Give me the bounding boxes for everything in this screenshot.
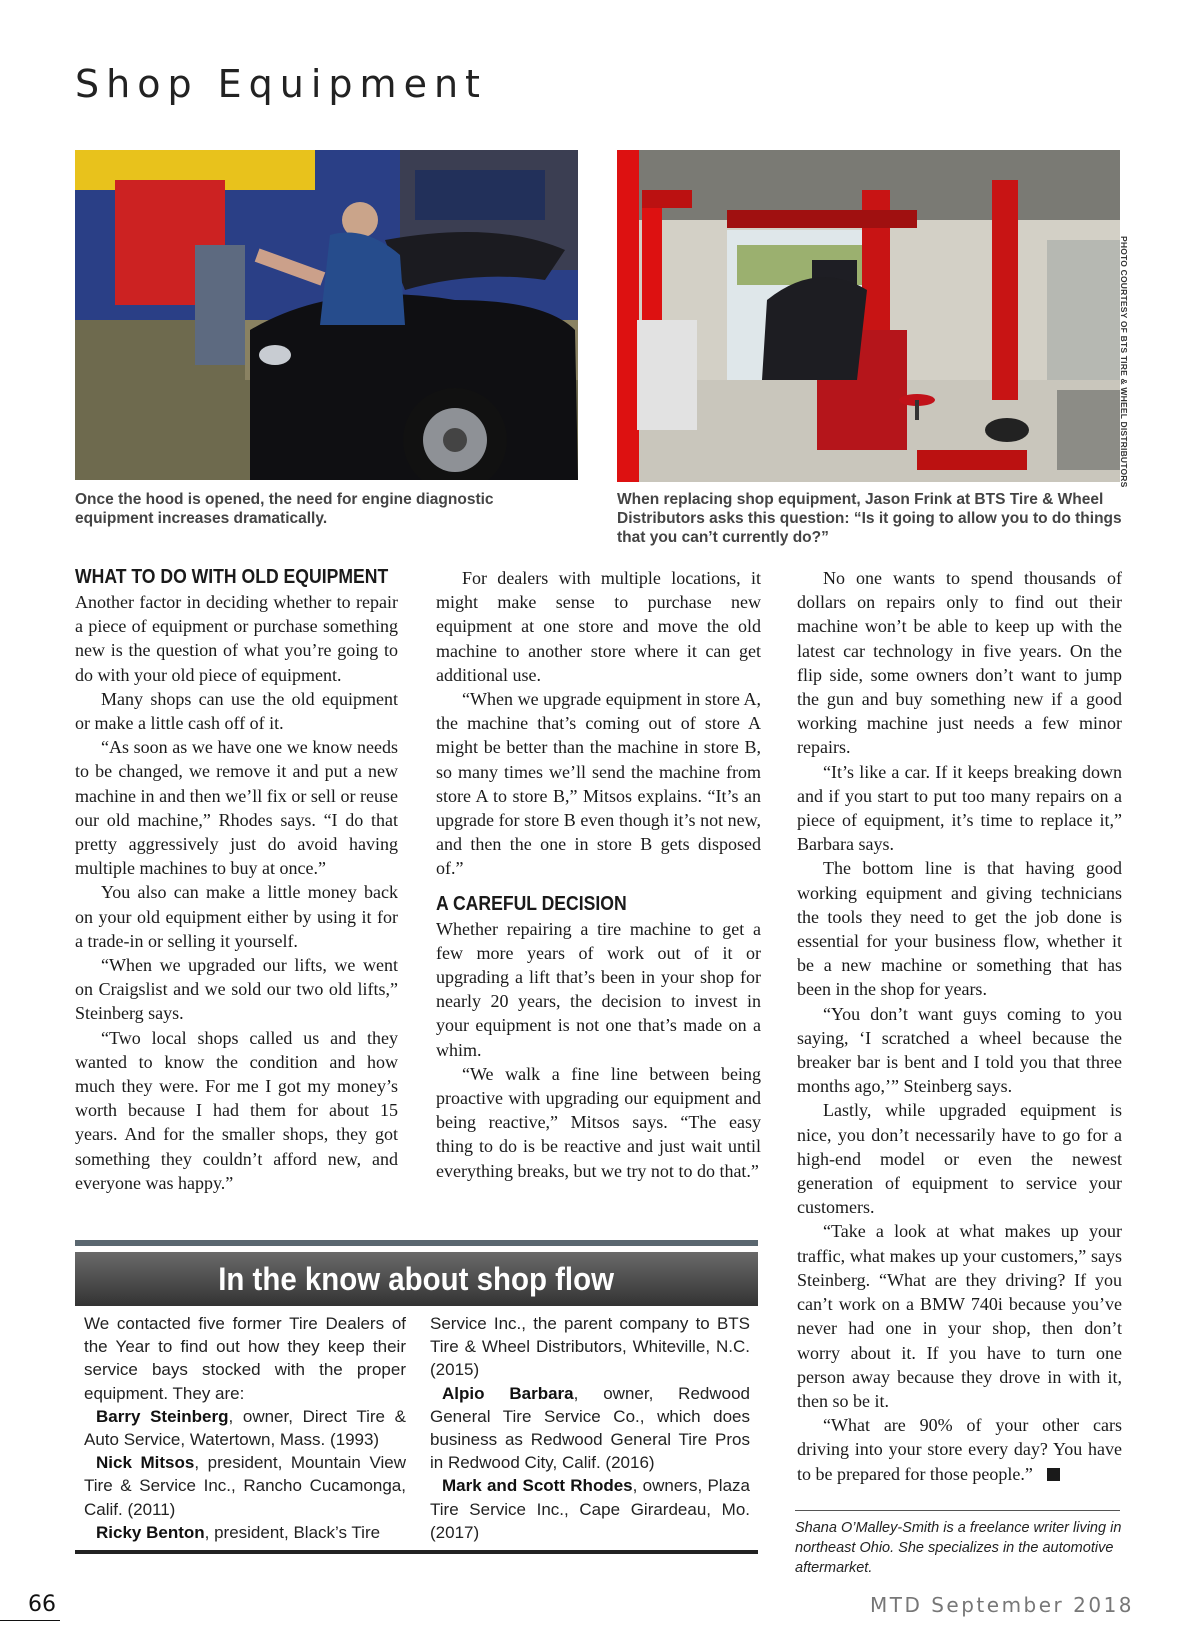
list-item: Barry Steinberg, owner, Direct Tire & Auto Service, Watertown, Mass. (1993) (84, 1406, 406, 1450)
sidebar-bottom-rule (75, 1550, 758, 1554)
byline-rule (795, 1510, 1120, 1511)
paragraph: No one wants to spend thousands of dollars on repairs only to find out their machine won’t be able to keep up with the latest car technology in five years. On the flip side, some owners don’t want to jump the gun and buy something new if a good working machine just needs a few minor repairs. (797, 568, 1122, 758)
paragraph: Many shops can use the old equipment or make a little cash off of it. (75, 688, 398, 734)
paragraph: “When we upgraded our lifts, we went on Craigslist and we sold our two old lifts,” Steinberg says. (75, 955, 398, 1024)
sidebar-column-1 (84, 1312, 406, 1544)
photo-technician-engine (75, 150, 578, 480)
paragraph: “It’s like a car. If it keeps breaking down and if you start to put too many repairs on a piece of equipment, it’s time to replace it,” Barbara says. (797, 761, 1122, 855)
list-item: Ricky Benton, president, Black’s Tire (96, 1522, 381, 1542)
article-column-3 (797, 566, 1122, 1486)
section-title: Shop Equipment (75, 62, 487, 106)
paragraph: Lastly, while upgraded equipment is nice, you don’t necessarily have to go for a high-end model or even the newest generation of equipment to service your customers. (797, 1100, 1122, 1218)
list-item: Nick Mitsos, president, Mountain View Tire & Service Inc., Rancho Cucamonga, Calif. (2011) (84, 1453, 406, 1519)
photo-shop-lifts (617, 150, 1120, 482)
paragraph: The bottom line is that having good working equipment and giving technicians the tools they need to get the job done is essential for your business flow, whether it be a new machine or something that has been in the shop for years. (797, 858, 1122, 1000)
sidebar-top-rule (75, 1240, 758, 1246)
sidebar-title: In the know about shop flow (75, 1252, 758, 1306)
paragraph: For dealers with multiple locations, it might make sense to purchase new equipment at one store and move the old machine to another store where it can get additional use. (436, 568, 761, 685)
photo-credit: PHOTO COURTESY OF BTS TIRE & WHEEL DISTRIBUTORS (1119, 236, 1129, 488)
paragraph-final: “What are 90% of your other cars driving into your store every day? You have to be prepared for those people.” (797, 1415, 1122, 1484)
publication-footer: MTD September 2018 (870, 1593, 1135, 1617)
list-item-continued: Service Inc., the parent company to BTS Tire & Wheel Distributors, Whiteville, N.C. (2015) (430, 1314, 750, 1380)
article-column-2 (436, 566, 761, 1183)
paragraph: “As soon as we have one we know needs to be changed, we remove it and put a new machine in and then we’ll fix or sell or reuse our old machine,” Rhodes says. “I do that pretty aggressively just do avoid having multiple machines to buy at once.” (75, 737, 398, 879)
sidebar-column-2 (430, 1312, 750, 1544)
caption-left: Once the hood is opened, the need for engine diagnostic equipment increases dramatically. (75, 491, 494, 527)
paragraph: “When we upgrade equipment in store A, the machine that’s coming out of store A might be better than the machine in store B, so many times we’ll send the machine from store A to store B,” Mitsos explains. “It’s an upgrade for store B even though it’s not new, and then the one in store B gets disposed of.” (436, 689, 761, 879)
heading-careful-decision: A CAREFUL DECISION (436, 892, 627, 915)
sidebar-intro: We contacted five former Tire Dealers of the Year to find out how they keep their service bays stocked with the proper equipment. They are: (84, 1314, 406, 1403)
paragraph: You also can make a little money back on your old equipment either by using it for a trade-in or selling it yourself. (75, 882, 398, 951)
list-item: Mark and Scott Rhodes, owners, Plaza Tire Service Inc., Cape Girardeau, Mo. (2017) (430, 1476, 750, 1542)
author-bio: Shana O’Malley-Smith is a freelance writer living in northeast Ohio. She specializes in the automotive aftermarket. (795, 1520, 1122, 1576)
paragraph: “We walk a fine line between being proactive with upgrading our equipment and being reactive,” Mitsos says. “The easy thing to do is be reactive and just wait until everything breaks, but we try not to do that.” (436, 1063, 761, 1181)
caption-right: When replacing shop equipment, Jason Frink at BTS Tire & Wheel Distributors asks this question: “Is it going to allow you to do things that you can’t currently do?” (617, 491, 1122, 546)
paragraph: Another factor in deciding whether to repair a piece of equipment or purchase something new is the question of what you’re going to do with your old piece of equipment. (75, 592, 398, 685)
end-mark (1047, 1468, 1060, 1481)
list-item: Alpio Barbara, owner, Redwood General Tire Service Co., which does business as Redwood General Tire Pros in Redwood City, Calif. (2016) (430, 1383, 750, 1473)
page-number: 66 (28, 1592, 56, 1617)
paragraph: “You don’t want guys coming to you saying, ‘I scratched a wheel because the breaker bar is bent and I told you that three months ago,’” Steinberg says. (797, 1003, 1122, 1097)
heading-old-equipment: WHAT TO DO WITH OLD EQUIPMENT (75, 566, 389, 588)
page-number-rule (0, 1620, 60, 1621)
paragraph: “Take a look at what makes up your traffic, what makes up your customers,” says Steinberg. “What are they driving? If you can’t work on a BMW 740i because you’ve never had one in your shop, then don’t worry about it. If you have to turn one person away because they drove in with it, then so be it. (797, 1221, 1122, 1411)
article-column-1 (75, 564, 398, 1195)
paragraph: Whether repairing a tire machine to get a few more years of work out of it or upgrading a lift that’s been in your shop for nearly 20 years, the decision to invest in your equipment is not one that’s made on a whim. (436, 918, 761, 1060)
paragraph: “Two local shops called us and they wanted to know the condition and how much they were. For me I got my money’s worth because I had them for about 15 years. And for the smaller shops, they got something they couldn’t afford new, and everyone was happy.” (75, 1027, 398, 1193)
